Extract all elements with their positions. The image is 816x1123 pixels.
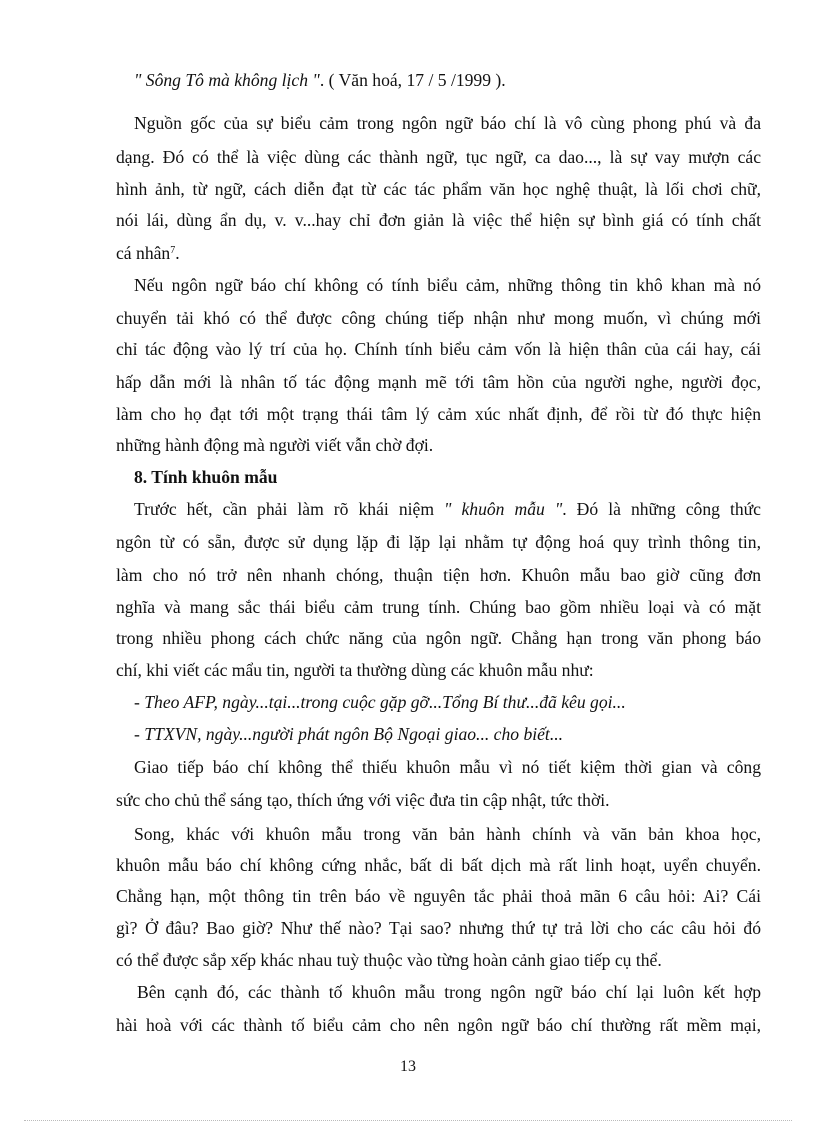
list-item [134,722,779,746]
text-line: Chẳng hạn, một thông tin trên báo về nguyên tắc phải thoả mãn 6 câu hỏi: Ai? Cái [116,886,761,906]
text-line: hấp dẫn mới là nhân tố tác động mạnh mẽ tới tâm hồn của người nghe, người đọc, [116,372,761,392]
text-line: chuyển tải khó có thể được công chúng tiếp nhận như mong muốn, vì chúng mới [116,308,761,328]
text-line: nói lái, dùng ẩn dụ, v. v...hay chỉ đơn giản là việc thể hiện sự bình giá có tính chất [116,210,761,230]
text-line: khuôn mẫu báo chí không cứng nhắc, bất di bất dịch mà rất linh hoạt, uyển chuyển. [116,855,761,875]
text-span: . [175,243,180,263]
text-line [134,68,779,92]
dash: - [134,724,145,744]
text-line: Giao tiếp báo chí không thể thiếu khuôn mẫu vì nó tiết kiệm thời gian và công [134,757,761,777]
text-line: Song, khác với khuôn mẫu trong văn bản hành chính và văn bản khoa học, [134,824,761,844]
text-line: Bên cạnh đó, các thành tố khuôn mẫu trong ngôn ngữ báo chí lại luôn kết hợp [137,982,761,1002]
text-line: Nếu ngôn ngữ báo chí không có tính biểu cảm, những thông tin khô khan mà nó [134,275,761,295]
text-line: hài hoà với các thành tố biểu cảm cho nên ngôn ngữ báo chí thường rất mềm mại, [116,1015,761,1035]
text-line: chí, khi viết các mẩu tin, người ta thường dùng các khuôn mẫu như: [116,660,594,680]
text-line: có thể được sắp xếp khác nhau tuỳ thuộc vào từng hoàn cảnh giao tiếp cụ thể. [116,950,662,970]
dash: - [134,692,145,712]
example-text: Theo AFP, ngày...tại...trong cuộc gặp gỡ...Tổng Bí thư...đã kêu gọi... [144,692,626,712]
list-item [134,690,779,714]
quoted-title: " Sông Tô mà không lịch " [134,70,320,90]
text-line: làm cho họ đạt tới một trạng thái tâm lý cảm xúc nhất định, để rồi từ đó thực hiện [116,404,761,424]
text-line: dạng. Đó có thể là việc dùng các thành ngữ, tục ngữ, ca dao..., là sự vay mượn các [116,147,761,167]
text-line: ngôn từ có sẵn, được sử dụng lặp đi lặp lại nhằm tự động hoá quy trình thông tin, [116,532,761,552]
italic-term: " khuôn mẫu " [444,499,563,519]
text-line: Nguồn gốc của sự biểu cảm trong ngôn ngữ báo chí là vô cùng phong phú và đa [134,113,761,133]
citation: . ( Văn hoá, 17 / 5 /1999 ). [319,70,506,90]
page-number: 13 [400,1058,416,1075]
text-line: trong nhiều phong cách chức năng của ngôn ngữ. Chẳng hạn trong văn phong báo [116,628,761,648]
text-line: sức cho chủ thể sáng tạo, thích ứng với việc đưa tin cập nhật, tức thời. [116,790,610,810]
text-span: . Đó là những công thức [562,499,761,519]
text-line: nghĩa và mang sắc thái biểu cảm trung tính. Chúng bao gồm nhiều loại và có mặt [116,597,761,617]
text-line: chỉ tác động vào lý trí của họ. Chính tính biểu cảm vốn là hiện thân của cái hay, cái [116,339,761,359]
text-line: những hành động mà người viết vẫn chờ đợi. [116,435,434,455]
text-span: cá nhân [116,243,171,263]
section-heading: 8. Tính khuôn mẫu [134,467,278,487]
text-line [116,239,761,265]
text-line: gì? Ở đâu? Bao giờ? Như thế nào? Tại sao? nhưng thứ tự trả lời cho các câu hỏi đó [116,918,761,938]
text-line [134,497,761,521]
page-bottom-rule [24,1120,792,1121]
text-line: làm cho nó trở nên nhanh chóng, thuận tiện hơn. Khuôn mẫu bao giờ cũng đơn [116,565,761,585]
footnote-ref: 7 [170,245,176,256]
example-text: TTXVN, ngày...người phát ngôn Bộ Ngoại giao... cho biết... [144,724,564,744]
text-line: hình ảnh, từ ngữ, cách diễn đạt từ các tác phẩm văn học nghệ thuật, là lối chơi chữ, [116,179,761,199]
text-span: Trước hết, cần phải làm rõ khái niệm [134,499,445,519]
